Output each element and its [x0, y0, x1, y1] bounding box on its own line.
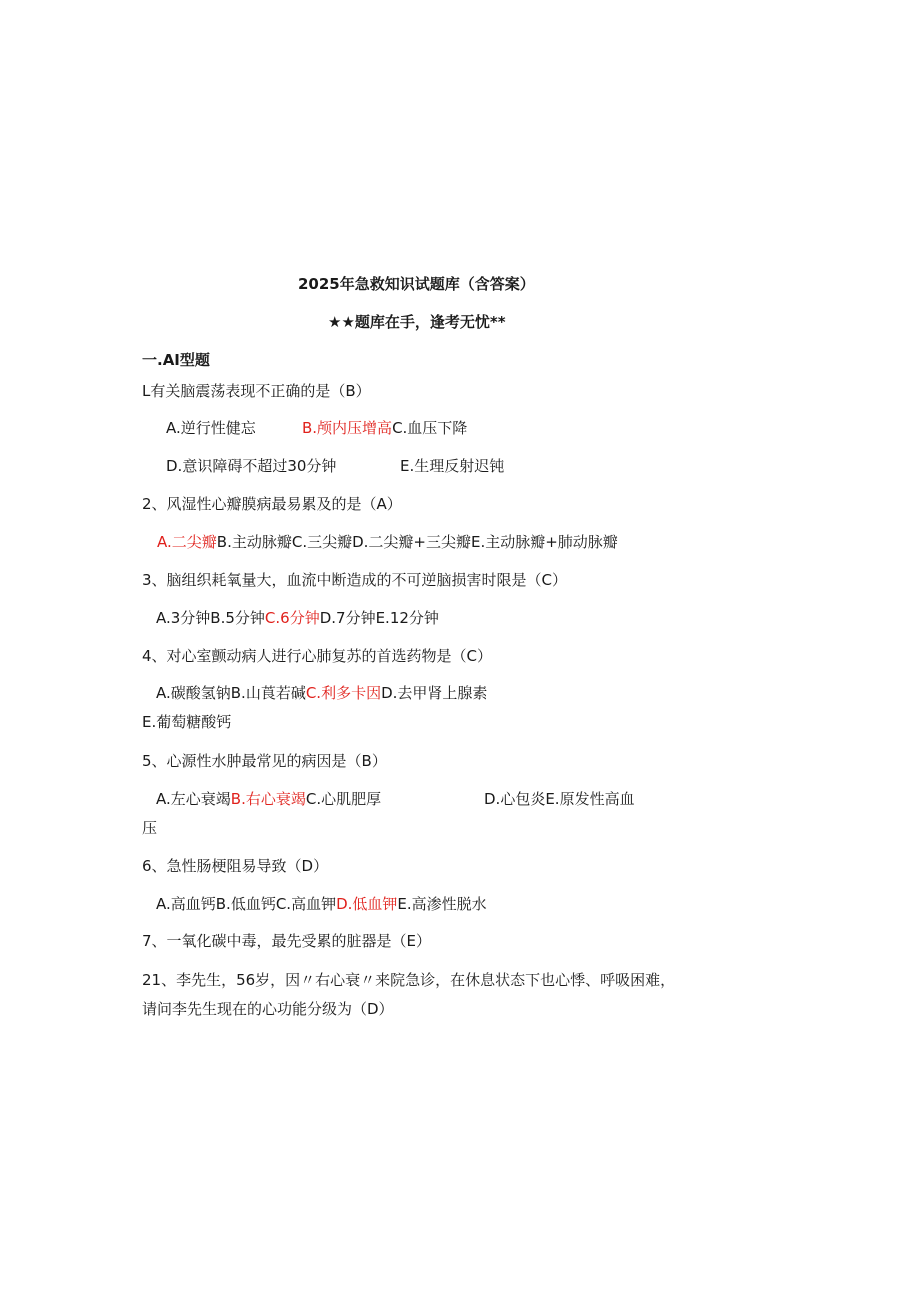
q5-options-abc: [156, 789, 381, 809]
q1-answer-b: B.颅内压增高: [302, 419, 393, 437]
q6-options: [156, 894, 487, 914]
q2-answer-a: A.二尖瓣: [157, 533, 217, 551]
q3-options-ab: A.3分钟B.5分钟: [156, 609, 265, 627]
q4-option-e: E.葡萄糖酸钙: [142, 713, 232, 731]
section-heading: 一.AI型题: [142, 351, 210, 369]
document-title: 2025年急救知识试题库（含答案）: [298, 275, 535, 293]
q3-options: [156, 608, 439, 628]
q6-option-e: E.高渗性脱水: [397, 895, 487, 913]
q6-options-abc: A.高血钙B.低血钙C.高血钾: [156, 895, 337, 913]
q1-option-a: A.逆行性健忘: [166, 419, 256, 437]
q2-other-options: B.主动脉瓣C.三尖瓣D.二尖瓣+三尖瓣E.主动脉瓣+肺动脉瓣: [216, 533, 618, 551]
question-21-line-2: 请问李先生现在的心功能分级为（D）: [142, 1000, 394, 1018]
question-1: L有关脑震荡表现不正确的是（B）: [142, 382, 371, 400]
q4-option-d: D.去甲肾上腺素: [381, 684, 488, 702]
q3-answer-c: C.6分钟: [264, 609, 320, 627]
question-3: 3、脑组织耗氧量大，血流中断造成的不可逆脑损害时限是（C）: [142, 571, 568, 589]
document-subtitle: ★★题库在手，逢考无忧**: [328, 313, 506, 331]
q5-answer-b: B.右心衰竭: [230, 790, 306, 808]
q4-options: [156, 683, 487, 703]
q4-answer-c: C.利多卡因: [305, 684, 382, 702]
question-2: 2、风湿性心瓣膜病最易累及的是（A）: [142, 495, 402, 513]
question-7: 7、一氧化碳中毒，最先受累的脏器是（E）: [142, 932, 432, 950]
q4-options-ab: A.碳酸氢钠B.山莨若碱: [156, 684, 306, 702]
q1-options-bc: [302, 418, 467, 438]
question-4: 4、对心室颤动病人进行心肺复苏的首选药物是（C）: [142, 647, 493, 665]
q1-option-d: D.意识障碍不超过30分钟: [166, 457, 337, 475]
q5-options-de: D.心包炎E.原发性高血: [484, 790, 635, 808]
question-6: 6、急性肠梗阻易导致（D）: [142, 857, 329, 875]
q5-option-c: C.心肌肥厚: [305, 790, 382, 808]
q6-answer-d: D.低血钾: [336, 895, 398, 913]
q1-option-e: E.生理反射迟钝: [400, 457, 505, 475]
question-21-line-1: 21、李先生，56岁，因〃右心衰〃来院急诊，在休息状态下也心悸、呼吸困难，: [142, 971, 676, 989]
q2-options: [157, 532, 618, 552]
question-5: 5、心源性水肿最常见的病因是（B）: [142, 752, 387, 770]
q5-option-e-continued: 压: [142, 819, 158, 837]
q3-options-de: D.7分钟E.12分钟: [319, 609, 439, 627]
q1-option-c: C.血压下降: [392, 419, 468, 437]
q5-option-a: A.左心衰竭: [156, 790, 231, 808]
